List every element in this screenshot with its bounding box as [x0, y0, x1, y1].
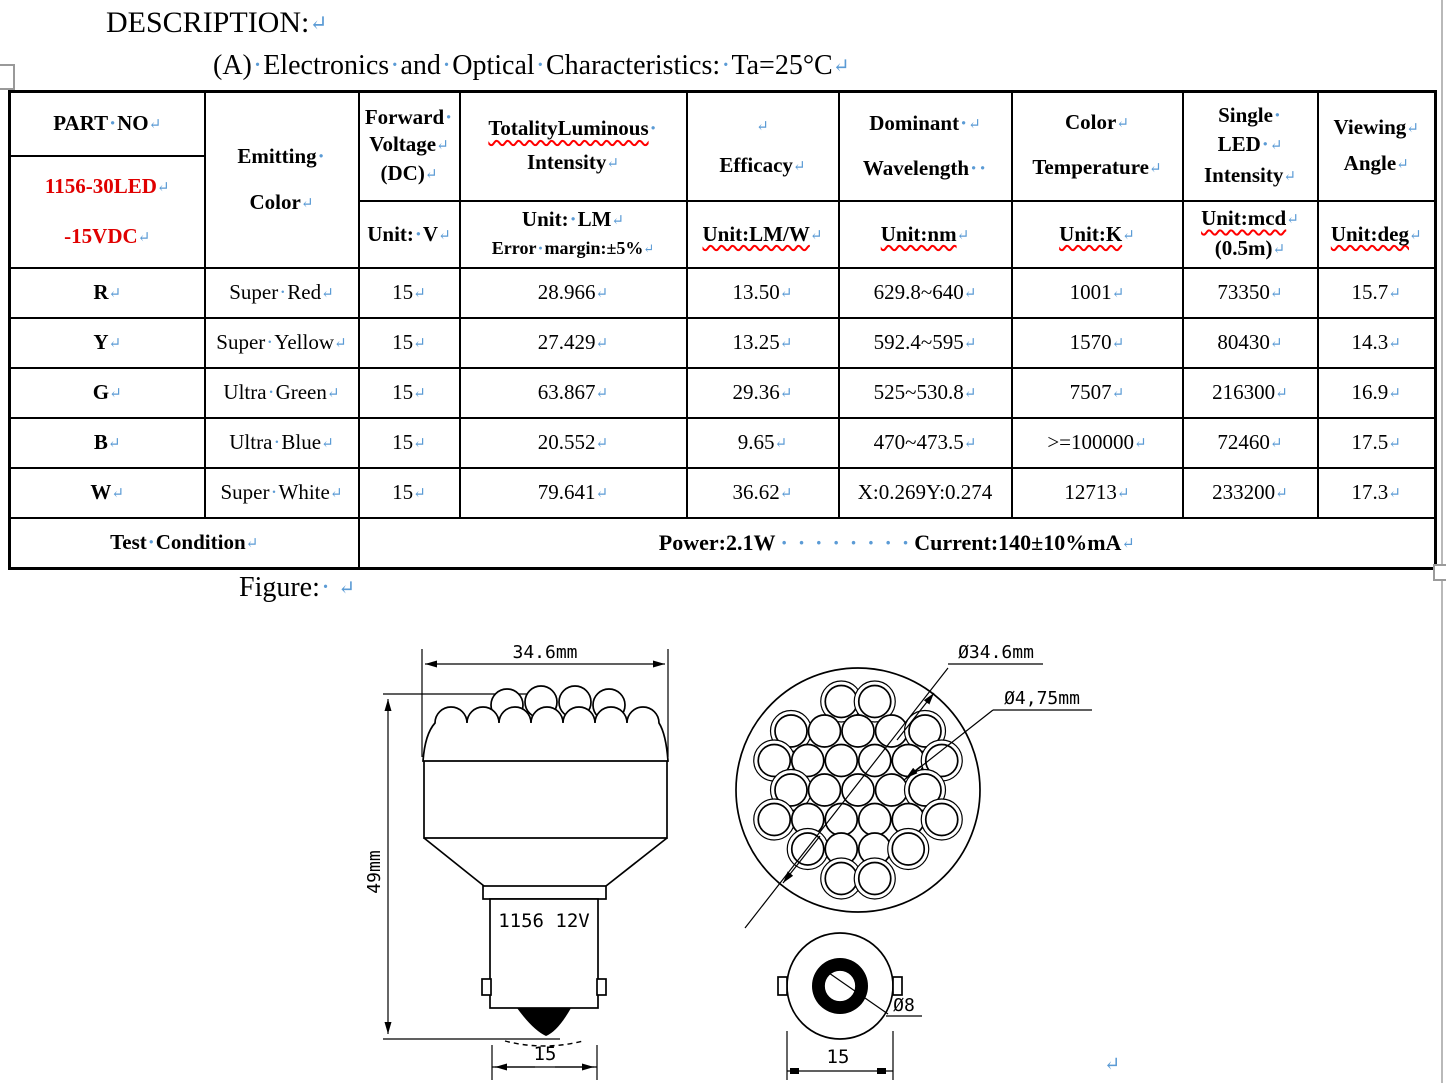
para-mark: ↵ — [595, 335, 609, 352]
cell-voltage[interactable]: 15↵ — [359, 368, 460, 418]
side-view-drawing — [364, 642, 668, 1080]
line: Color↵ — [249, 189, 314, 214]
para-mark: ↵ — [1269, 137, 1283, 154]
space-mark: · — [780, 529, 788, 555]
space-mark: · — [270, 480, 278, 504]
para-mark: ↵ — [1111, 285, 1125, 302]
contact-hole — [824, 970, 856, 1002]
para-mark: ↵ — [111, 485, 125, 502]
para-mark: ↵ — [413, 435, 426, 452]
para-mark: ↵ — [611, 212, 625, 229]
led-circle — [876, 715, 908, 747]
unit-voltage[interactable]: Unit:·V↵ — [359, 201, 460, 268]
para-mark: ↵ — [1121, 535, 1135, 553]
dim-label-width: 34.6mm — [512, 642, 578, 663]
space-mark: · — [901, 529, 910, 555]
section-a-heading[interactable]: (A)·Electronics·and·Optical·Characteristics:·Ta=25°C↵ — [213, 50, 850, 81]
led-circle — [758, 804, 790, 836]
cell-temp[interactable]: 1001↵ — [1012, 268, 1183, 318]
para-mark: ↵ — [156, 179, 170, 196]
figure-caption[interactable]: Figure:· ↵ — [239, 572, 356, 603]
para-mark: ↵ — [963, 435, 977, 452]
cell-color[interactable]: Ultra·Green↵ — [205, 368, 359, 418]
misspelled-word: Unit:nm — [880, 221, 957, 246]
led-circle — [876, 774, 908, 806]
cell-luminous[interactable]: 20.552↵ — [460, 418, 687, 468]
space-mark: · — [252, 50, 263, 81]
para-mark: ↵ — [963, 335, 977, 352]
line: Emitting· — [237, 143, 325, 168]
para-mark: ↵ — [779, 485, 793, 502]
dim-label-height: 49mm — [364, 850, 385, 894]
para-mark: ↵ — [108, 335, 122, 352]
space-mark: · — [649, 116, 657, 141]
cell-color[interactable]: Super·Red↵ — [205, 268, 359, 318]
para-mark: ↵ — [334, 335, 347, 352]
dim-label-outer-dia: Ø34.6mm — [958, 642, 1034, 663]
para-mark: ↵ — [779, 385, 793, 402]
misspelled-word: Unit:deg — [1330, 221, 1409, 246]
cell-luminous[interactable]: 63.867↵ — [460, 368, 687, 418]
cell-intensity[interactable]: 216300↵ — [1183, 368, 1318, 418]
cell-part[interactable]: G↵ — [10, 368, 205, 418]
line: Efficacy↵ — [719, 153, 806, 178]
led-circle — [825, 745, 857, 777]
para-mark: ↵ — [1122, 227, 1135, 244]
space-mark: · — [279, 280, 287, 304]
cell-temp[interactable]: 12713↵ — [1012, 468, 1183, 518]
base-marking: 1156 12V — [498, 910, 590, 932]
para-mark: ↵ — [1134, 435, 1147, 452]
led-circle — [842, 715, 874, 747]
space-mark: · — [1261, 131, 1269, 156]
space-mark: · — [569, 206, 577, 231]
cell-wavelength[interactable]: 592.4~595↵ — [839, 318, 1012, 368]
misspelled-word: Unit:mcd — [1201, 206, 1287, 231]
space-mark: · — [320, 572, 331, 603]
led-circle — [859, 804, 891, 836]
space-mark: · — [1273, 102, 1281, 127]
bottom-view-drawing — [778, 933, 922, 1080]
cell-part[interactable]: B↵ — [10, 418, 205, 468]
space-mark: · — [390, 50, 400, 81]
line: (DC)↵ — [380, 160, 438, 185]
cell-temp[interactable]: 7507↵ — [1012, 368, 1183, 418]
para-mark: ↵ — [329, 485, 343, 502]
top-view-drawing — [736, 642, 1092, 928]
dim-label-base-width: 15 — [533, 1043, 557, 1065]
cell-intensity[interactable]: 233200↵ — [1183, 468, 1318, 518]
para-mark: ↵ — [1269, 285, 1283, 302]
space-mark: · — [979, 156, 987, 181]
misspelled-word: Unit:K — [1059, 221, 1123, 246]
cell-color[interactable]: Super·Yellow↵ — [205, 318, 359, 368]
space-mark: · — [721, 50, 731, 81]
line: Unit:·LM↵ — [521, 206, 625, 231]
bayonet-pin-left — [778, 977, 787, 995]
led-circle — [809, 774, 841, 806]
line: Dominant·↵ — [869, 111, 981, 136]
para-mark: ↵ — [1388, 335, 1401, 352]
para-mark: ↵ — [779, 335, 793, 352]
cell-angle[interactable]: 17.5↵ — [1318, 418, 1436, 468]
para-mark: ↵ — [413, 335, 426, 352]
para-mark: ↵ — [1388, 385, 1401, 402]
bayonet-pin-left — [482, 979, 491, 995]
space-mark: · — [537, 238, 544, 259]
para-mark: ↵ — [424, 166, 438, 183]
cell-luminous[interactable]: 27.429↵ — [460, 318, 687, 368]
para-mark: ↵ — [968, 117, 981, 134]
cell-efficacy[interactable]: 36.62↵ — [687, 468, 839, 518]
para-mark: ↵ — [1272, 241, 1286, 258]
led-circle — [859, 745, 891, 777]
space-mark: · — [266, 330, 274, 354]
contact-tip — [517, 1008, 571, 1036]
para-mark: ↵ — [595, 285, 609, 302]
space-mark: · — [867, 529, 875, 555]
cell-intensity[interactable]: 73350↵ — [1183, 268, 1318, 318]
para-mark: ↵ — [338, 577, 356, 600]
para-mark: ↵ — [309, 11, 328, 36]
bulb-dome — [423, 707, 668, 761]
para-mark: ↵ — [774, 435, 788, 452]
cell-wavelength[interactable]: 629.8~640↵ — [839, 268, 1012, 318]
line: Viewing↵ — [1333, 115, 1419, 140]
para-mark: ↵ — [109, 385, 122, 402]
cell-voltage[interactable]: 15↵ — [359, 318, 460, 368]
line: -15VDC↵ — [64, 223, 151, 248]
space-mark: · — [109, 111, 117, 136]
para-mark: ↵ — [1388, 485, 1401, 502]
para-mark: ↵ — [643, 241, 655, 257]
cell-part[interactable]: Y↵ — [10, 318, 205, 368]
para-mark: ↵ — [1275, 485, 1288, 502]
line: 1156-30LED↵ — [44, 173, 170, 198]
space-mark: · — [970, 156, 978, 181]
para-mark: ↵ — [1286, 212, 1299, 228]
para-mark: ↵ — [1283, 168, 1297, 185]
para-mark: ↵ — [1388, 435, 1401, 452]
line: Wavelength·· — [862, 156, 987, 181]
cell-voltage[interactable]: 15↵ — [359, 268, 460, 318]
space-mark: · — [441, 50, 452, 81]
led-circle — [859, 863, 891, 895]
cell-luminous[interactable]: 79.641↵ — [460, 468, 687, 518]
space-mark: · — [445, 104, 453, 129]
cell-temp[interactable]: >=100000↵ — [1012, 418, 1183, 468]
misspelled-word: Unit:LM/W — [702, 221, 810, 246]
cell-wavelength[interactable]: 470~473.5↵ — [839, 418, 1012, 468]
bayonet-pin-right — [893, 977, 902, 995]
description-heading[interactable]: DESCRIPTION:↵ — [106, 6, 328, 39]
cell-efficacy[interactable]: 13.25↵ — [687, 318, 839, 368]
misspelled-word: TotalityLuminous — [488, 116, 649, 141]
table-resize-handle[interactable] — [1433, 564, 1446, 581]
base-collar — [483, 886, 606, 899]
line: Voltage↵ — [369, 131, 449, 156]
para-mark: ↵ — [595, 435, 609, 452]
cell-angle[interactable]: 14.3↵ — [1318, 318, 1436, 368]
para-mark: ↵ — [326, 385, 340, 402]
para-mark: ↵ — [809, 227, 823, 244]
space-mark: · — [273, 430, 281, 454]
para-mark: ↵ — [1269, 335, 1283, 352]
para-mark: ↵ — [1111, 335, 1125, 352]
space-mark: · — [267, 380, 275, 404]
para-mark: ↵ — [756, 119, 769, 136]
bulb-body — [424, 761, 667, 838]
para-mark: ↵ — [413, 385, 426, 402]
dim-label-contact-dia: Ø8 — [893, 995, 915, 1016]
cell-part[interactable]: W↵ — [10, 468, 205, 518]
para-mark: ↵ — [108, 285, 122, 302]
led-circle — [842, 774, 874, 806]
space-mark: · — [960, 111, 968, 136]
para-mark: ↵ — [1275, 385, 1288, 402]
para-mark: ↵ — [321, 285, 334, 302]
cell-voltage[interactable]: 15↵ — [359, 468, 460, 518]
cell-luminous[interactable]: 28.966↵ — [460, 268, 687, 318]
para-mark: ↵ — [1116, 116, 1129, 133]
dim-label-led-dia: Ø4,75mm — [1004, 688, 1080, 709]
led-array — [754, 681, 963, 899]
para-mark: ↵ — [137, 229, 151, 246]
header-part-no[interactable]: PART·NO↵ — [10, 92, 205, 156]
para-mark: ↵ — [595, 385, 609, 402]
led-circle — [825, 863, 857, 895]
para-mark: ↵ — [606, 156, 620, 173]
para-mark: ↵ — [413, 485, 426, 502]
line: Error·margin:±5%↵ — [491, 238, 655, 259]
page-edge-line — [1441, 0, 1443, 1083]
space-mark: · — [797, 529, 806, 555]
para-mark: ↵ — [956, 227, 970, 244]
margin-marker — [0, 64, 15, 90]
para-mark: ↵ — [245, 536, 259, 553]
para-mark: ↵ — [413, 285, 426, 302]
space-mark: · — [317, 143, 325, 168]
cell-wavelength[interactable]: X:0.269Y:0.274 — [839, 468, 1012, 518]
bayonet-pin-right — [597, 979, 606, 995]
para-mark: ↵ — [438, 227, 451, 244]
space-mark: · — [414, 221, 422, 246]
space-mark: · — [884, 529, 892, 555]
dim-label-bottom-width: 15 — [826, 1046, 850, 1068]
led-circle — [809, 715, 841, 747]
para-mark: ↵ — [792, 159, 806, 176]
cell-wavelength[interactable]: 525~530.8↵ — [839, 368, 1012, 418]
cell-intensity[interactable]: 72460↵ — [1183, 418, 1318, 468]
led-circle — [859, 686, 891, 718]
para-mark: ↵ — [1396, 157, 1409, 174]
cell-angle[interactable]: 15.7↵ — [1318, 268, 1436, 318]
para-mark: ↵ — [300, 195, 314, 212]
line: LED·↵ — [1217, 131, 1283, 156]
line: Forward· — [364, 104, 453, 129]
cell-intensity[interactable]: 80430↵ — [1183, 318, 1318, 368]
para-mark: ↵ — [1269, 435, 1283, 452]
para-mark: ↵ — [963, 285, 977, 302]
para-mark: ↵ — [321, 435, 334, 452]
cell-efficacy[interactable]: 9.65↵ — [687, 418, 839, 468]
space-mark: · — [832, 529, 840, 555]
cell-angle[interactable]: 17.3↵ — [1318, 468, 1436, 518]
cell-color[interactable]: Super·White↵ — [205, 468, 359, 518]
cell-efficacy[interactable]: 29.36↵ — [687, 368, 839, 418]
para-mark: ↵ — [107, 435, 121, 452]
cell-voltage[interactable]: 15↵ — [359, 418, 460, 468]
test-condition-label[interactable]: Test·Condition↵ — [10, 518, 359, 569]
para-mark — [1104, 1048, 1120, 1079]
para-mark: ↵ — [1388, 285, 1401, 302]
line: Angle↵ — [1343, 151, 1409, 176]
para-mark: ↵ — [595, 485, 609, 502]
cell-efficacy[interactable]: 13.50↵ — [687, 268, 839, 318]
line: Intensity↵ — [526, 150, 620, 175]
line: Single· — [1218, 102, 1281, 127]
para-mark: ↵ — [779, 285, 793, 302]
line: Intensity↵ — [1203, 162, 1297, 187]
para-mark: ↵ — [1406, 121, 1419, 138]
para-mark: ↵ — [148, 117, 162, 134]
test-condition-value[interactable]: Power:2.1W · · · · · · · · Current:140±10%mA↵ — [359, 518, 1436, 569]
para-mark: ↵ — [436, 137, 449, 154]
space-mark: · — [535, 50, 545, 81]
line: (0.5m)↵ — [1214, 236, 1286, 260]
para-mark: ↵ — [832, 55, 850, 78]
led-circle — [892, 833, 924, 865]
cell-temp[interactable]: 1570↵ — [1012, 318, 1183, 368]
line: Temperature↵ — [1032, 155, 1162, 180]
line: Color↵ — [1065, 110, 1129, 135]
space-mark: · — [147, 530, 155, 555]
para-mark: ↵ — [1104, 1054, 1121, 1076]
led-circle — [825, 686, 857, 718]
cell-color[interactable]: Ultra·Blue↵ — [205, 418, 359, 468]
para-mark: ↵ — [963, 385, 977, 402]
cell-angle[interactable]: 16.9↵ — [1318, 368, 1436, 418]
para-mark: ↵ — [1409, 227, 1422, 244]
para-mark: ↵ — [1148, 161, 1162, 178]
cell-part[interactable]: R↵ — [10, 268, 205, 318]
space-mark: · — [849, 529, 858, 555]
led-circle — [926, 804, 958, 836]
para-mark: ↵ — [1111, 385, 1125, 402]
para-mark: ↵ — [1116, 485, 1130, 502]
space-mark: · — [815, 529, 823, 555]
